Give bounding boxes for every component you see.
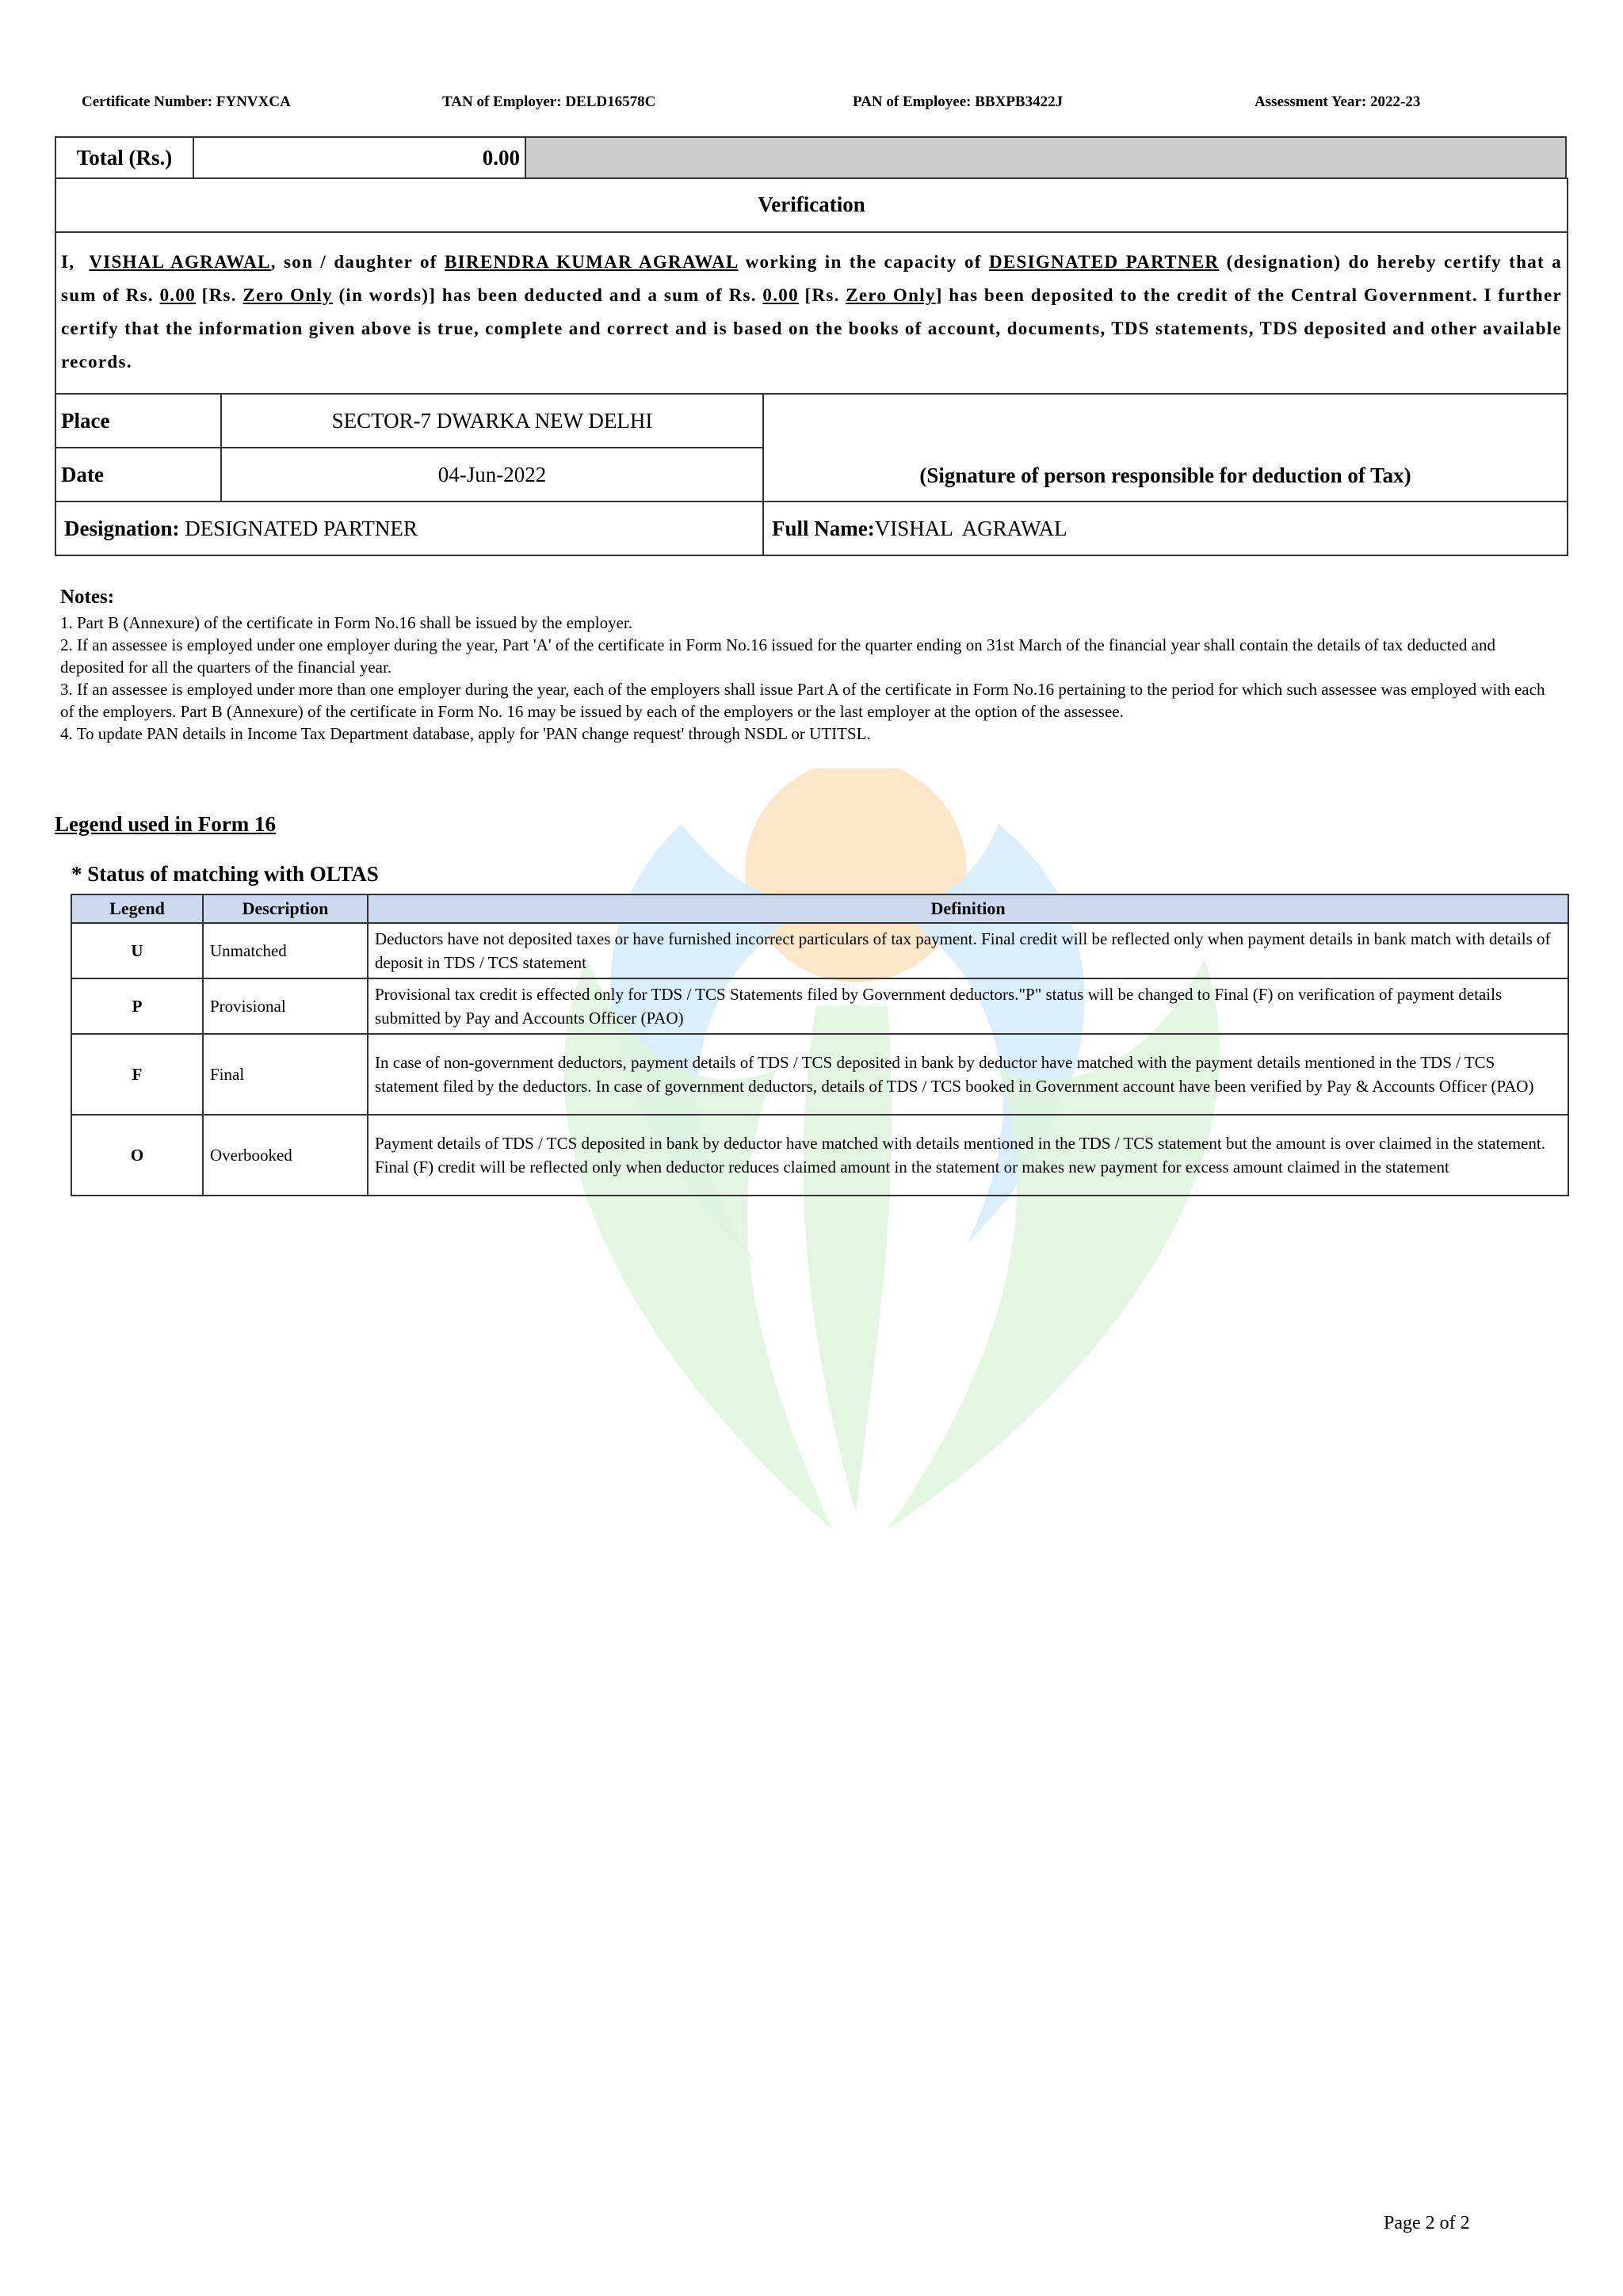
column-header-description: Description	[203, 894, 368, 923]
verification-section	[55, 177, 1568, 556]
column-header-legend: Legend	[71, 894, 203, 923]
amount-deducted: 0.00	[159, 285, 197, 305]
oltas-title: * Status of matching with OLTAS	[71, 862, 379, 886]
page-number: Page 2 of 2	[1384, 2213, 1470, 2233]
legend-code: O	[71, 1115, 203, 1196]
tan-of-employer: TAN of Employer: DELD16578C	[442, 93, 656, 110]
legend-definition: Payment details of TDS / TCS deposited in bank by deductor have matched with details mentioned in the TDS / TCS statement but the amount is over claimed in the statement. Final (F) credit will be reflected only when deductor reduces claimed amount in the statement or makes new payment for excess amount claimed in the statement	[368, 1115, 1568, 1196]
assessment-year: Assessment Year: 2022-23	[1254, 93, 1421, 110]
verification-title: Verification	[56, 177, 1567, 233]
legend-description: Unmatched	[203, 923, 368, 978]
certificate-number: Certificate Number: FYNVXCA	[82, 93, 291, 110]
father-name: BIRENDRA KUMAR AGRAWAL	[445, 252, 739, 272]
legend-title: Legend used in Form 16	[55, 812, 277, 836]
legend-definition: Provisional tax credit is effected only for TDS / TCS Statements filed by Government deductors."P" status will be changed to Final (F) on verification of payment details submitted by Pay and Accounts Officer (PAO)	[368, 978, 1568, 1034]
place-label: Place	[55, 394, 221, 448]
designation-value: DESIGNATED PARTNER	[185, 516, 418, 540]
designation-cell	[55, 502, 763, 555]
place-value: SECTOR-7 DWARKA NEW DELHI	[221, 394, 763, 448]
legend-code: U	[71, 923, 203, 978]
employee-name: VISHAL AGRAWAL	[89, 252, 271, 272]
designation-label: Designation:	[64, 516, 180, 540]
legend-definition: Deductors have not deposited taxes or have furnished incorrect particulars of tax payment. Final credit will be reflected only when payment details in bank match with details of deposit in TDS / TCS statement	[368, 923, 1568, 978]
legend-code: P	[71, 978, 203, 1034]
legend-description: Final	[203, 1034, 368, 1115]
pan-of-employee: PAN of Employee: BBXPB3422J	[853, 93, 1064, 110]
amount-deposited: 0.00	[762, 285, 799, 305]
full-name-label: Full Name:	[772, 516, 875, 540]
signature-area	[763, 394, 1568, 502]
total-label: Total (Rs.)	[55, 137, 193, 178]
amount-deducted-words: Zero Only	[242, 285, 333, 305]
note-item: 2. If an assessee is employed under one employer during the year, Part 'A' of the certificate in Form No.16 issued for the quarter ending on 31st March of the financial year shall contain the details of tax deducted and deposited for all the quarters of the financial year.	[60, 635, 1495, 677]
date-value: 04-Jun-2022	[221, 448, 763, 502]
full-name-value: VISHAL AGRAWAL	[874, 516, 1067, 540]
total-value: 0.00	[193, 137, 525, 178]
total-row	[55, 136, 1567, 179]
legend-description: Provisional	[203, 978, 368, 1034]
note-item: 1. Part B (Annexure) of the certificate in Form No.16 shall be issued by the employer.	[60, 613, 632, 632]
notes-section	[60, 586, 1558, 745]
legend-table	[71, 894, 1569, 1196]
column-header-definition: Definition	[368, 894, 1568, 923]
legend-definition: In case of non-government deductors, payment details of TDS / TCS deposited in bank by deductor have matched with the payment details mentioned in the TDS / TCS statement filed by the deductors. In case of government deductors, details of TDS / TCS booked in Government account have been verified by Pay & Accounts Officer (PAO)	[368, 1034, 1568, 1115]
total-shaded-cell	[525, 137, 1566, 178]
notes-title: Notes:	[60, 586, 115, 608]
place-date-grid	[55, 393, 1568, 556]
amount-deposited-words: Zero Only	[846, 285, 936, 305]
date-label: Date	[55, 448, 221, 502]
table-row	[71, 978, 1568, 1034]
legend-description: Overbooked	[203, 1115, 368, 1196]
designation-inline: DESIGNATED PARTNER	[988, 252, 1220, 272]
table-row	[71, 923, 1568, 978]
note-item: 4. To update PAN details in Income Tax Department database, apply for 'PAN change request' through NSDL or UTITSL.	[60, 724, 871, 743]
table-row	[71, 1115, 1568, 1196]
verification-statement: I, VISHAL AGRAWAL, son / daughter of BIRENDRA KUMAR AGRAWAL working in the capacity of DESIGNATED PARTNER (designation) do hereby certify that a sum of Rs. 0.00 [Rs. Zero Only (in words)] has been deducted and a sum of Rs. 0.00 [Rs. Zero Only] has been deposited to the credit of the Central Government. I further certify that the information given above is true, complete and correct and is based on the books of account, documents, TDS statements, TDS deposited and other available records.	[56, 233, 1567, 395]
legend-code: F	[71, 1034, 203, 1115]
full-name-cell	[763, 502, 1568, 555]
table-row	[71, 1034, 1568, 1115]
note-item: 3. If an assessee is employed under more than one employer during the year, each of the employers shall issue Part A of the certificate in Form No.16 pertaining to the period for which such assessee was employed with each of the employers. Part B (Annexure) of the certificate in Form No. 16 may be issued by each of the employers or the last employer at the option of the assessee.	[60, 680, 1545, 721]
signature-label: (Signature of person responsible for deduction of Tax)	[919, 463, 1411, 487]
